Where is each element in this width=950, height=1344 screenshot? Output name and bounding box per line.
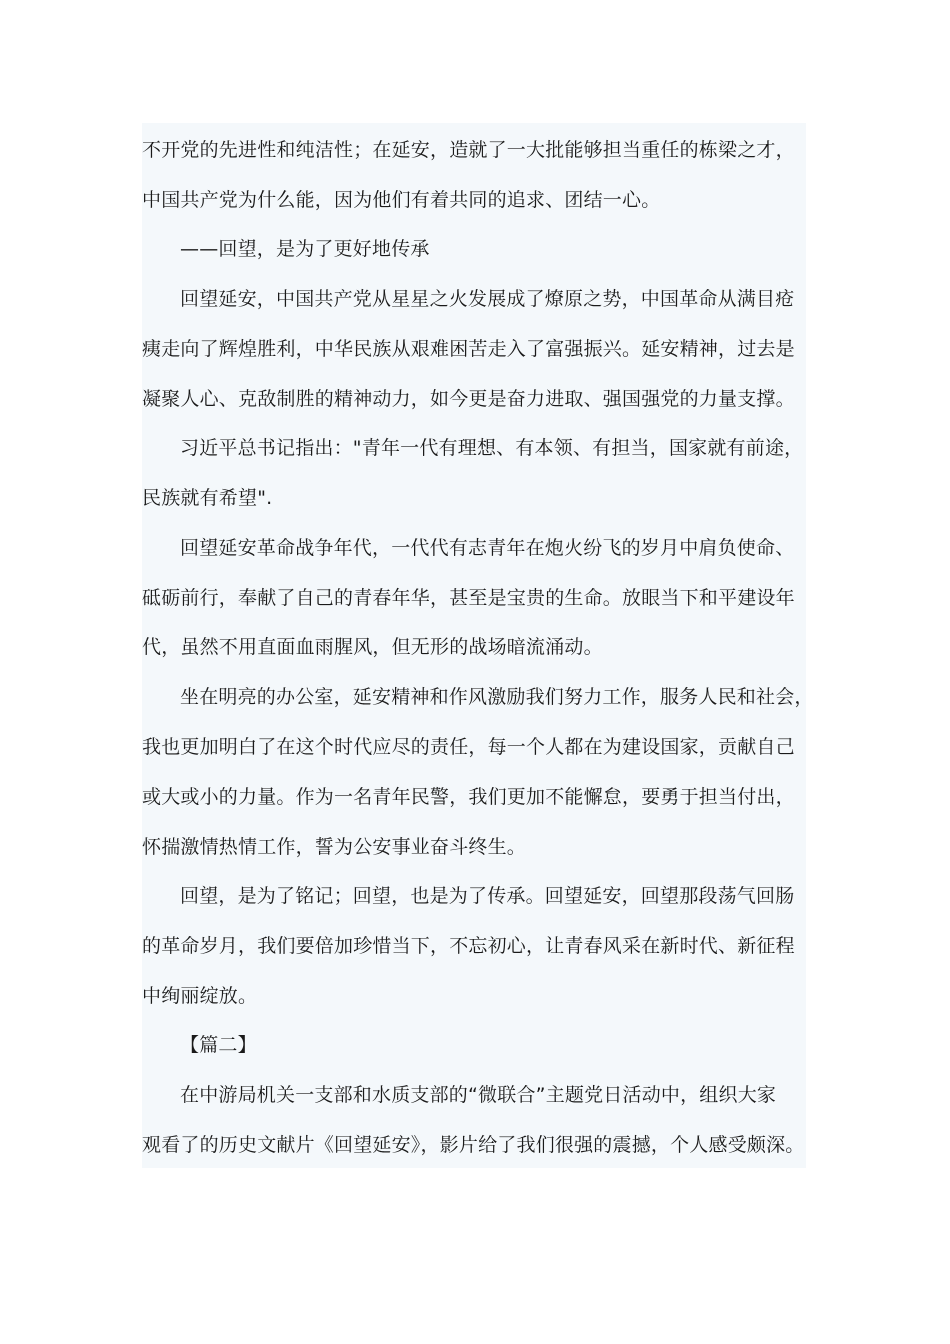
text-block — [142, 123, 814, 1168]
text-line: 的革命岁月，我们要倍加珍惜当下，不忘初心，让青春风采在新时代、新征程 — [142, 935, 795, 957]
text-line: 在中游局机关一支部和水质支部的“微联合”主题党日活动中，组织大家 — [180, 1084, 777, 1106]
text-line: 我也更加明白了在这个时代应尽的责任，每一个人都在为建设国家，贡献自己 — [142, 736, 795, 758]
text-line: 民族就有希望". — [142, 487, 273, 509]
text-line: 中国共产党为什么能，因为他们有着共同的追求、团结一心。 — [142, 189, 661, 211]
text-line: 砥砺前行，奉献了自己的青春年华，甚至是宝贵的生命。放眼当下和平建设年 — [142, 587, 795, 609]
text-line: 观看了的历史文献片《回望延安》，影片给了我们很强的震撼，个人感受颇深。 — [142, 1134, 805, 1156]
text-line: 或大或小的力量。作为一名青年民警，我们更加不能懈怠，要勇于担当付出， — [142, 786, 795, 808]
text-line: 回望，是为了铭记；回望，也是为了传承。回望延安，回望那段荡气回肠 — [180, 885, 795, 907]
text-line: 回望延安，中国共产党从星星之火发展成了燎原之势，中国革命从满目疮 — [180, 288, 795, 310]
text-line: 坐在明亮的办公室，延安精神和作风激励我们努力工作，服务人民和社会， — [180, 686, 814, 708]
text-line: 痍走向了辉煌胜利，中华民族从艰难困苦走入了富强振兴。延安精神，过去是 — [142, 338, 795, 360]
section-heading: 【篇二】 — [180, 1034, 257, 1056]
text-line: 习近平总书记指出："青年一代有理想、有本领、有担当，国家就有前途， — [180, 437, 804, 459]
text-line: 怀揣激情热情工作，誓为公安事业奋斗终生。 — [142, 836, 527, 858]
text-line: 代，虽然不用直面血雨腥风，但无形的战场暗流涌动。 — [142, 636, 603, 658]
text-line: 中绚丽绽放。 — [142, 985, 258, 1007]
text-line: 不开党的先进性和纯洁性；在延安，造就了一大批能够担当重任的栋梁之才， — [142, 139, 795, 161]
text-line: 回望延安革命战争年代，一代代有志青年在炮火纷飞的岁月中肩负使命、 — [180, 537, 795, 559]
section-subtitle: ——回望，是为了更好地传承 — [180, 238, 430, 260]
text-line: 凝聚人心、克敌制胜的精神动力，如今更是奋力进取、强国强党的力量支撑。 — [142, 388, 795, 410]
